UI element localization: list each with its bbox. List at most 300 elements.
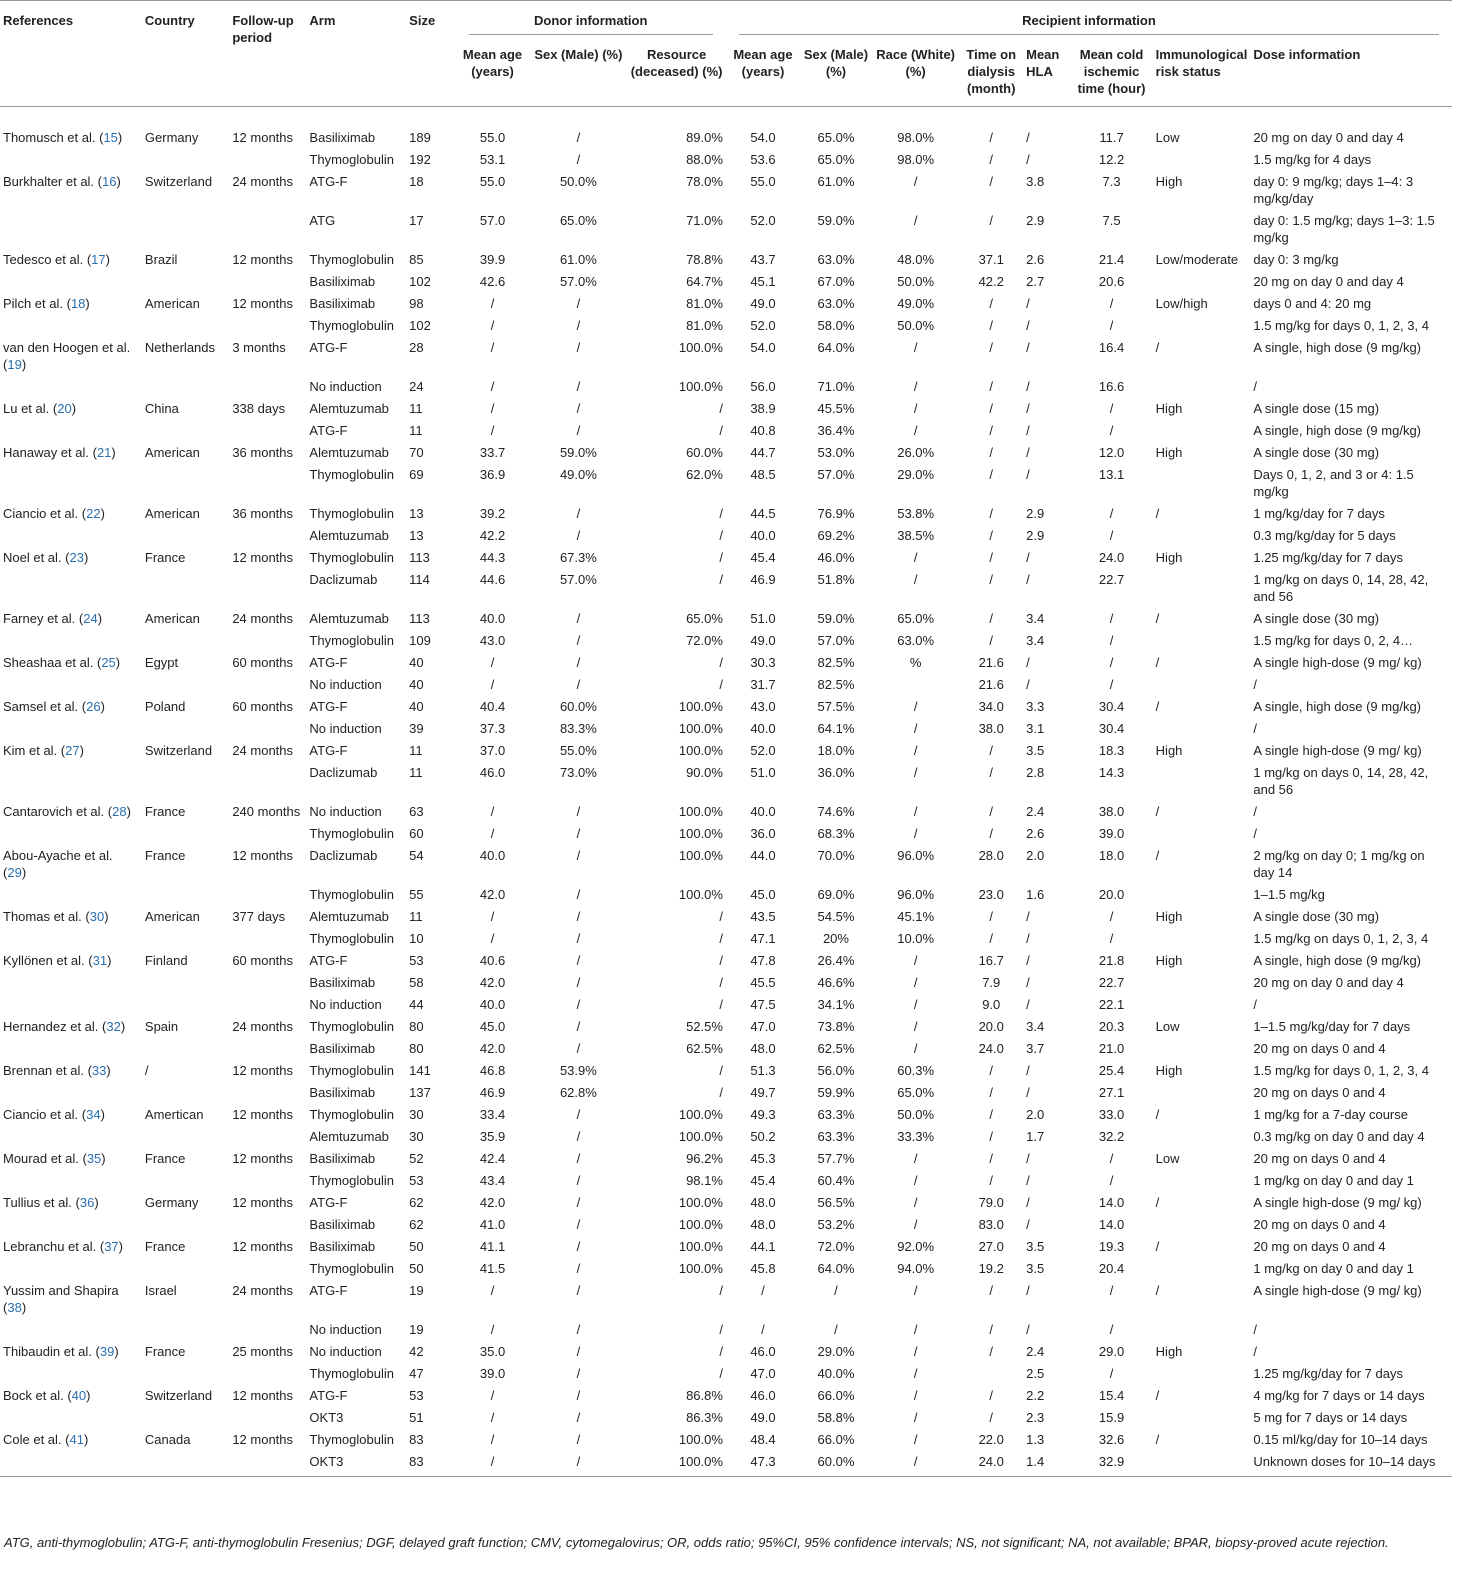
cell-donor-age: / xyxy=(490,423,495,438)
cell-donor-age: 37.3 xyxy=(479,721,506,736)
reference-link[interactable]: 37 xyxy=(104,1239,119,1254)
reference-link[interactable]: 33 xyxy=(91,1063,107,1078)
cell-recipient-age: 45.4 xyxy=(750,550,776,565)
cell-recipient-age: 38.9 xyxy=(750,401,776,416)
cell-follow-up: 12 months xyxy=(232,1388,294,1403)
reference-link[interactable]: 36 xyxy=(79,1195,95,1210)
cell-donor-resource: / xyxy=(719,506,723,521)
cell-donor-age: 40.6 xyxy=(479,953,506,968)
cell-reference xyxy=(0,315,142,337)
cell-arm: Daclizumab xyxy=(309,572,378,587)
cell-country xyxy=(142,271,229,293)
cell-risk xyxy=(1153,762,1251,801)
reference-link[interactable]: 27 xyxy=(65,743,80,758)
cell-reference: Lebranchu et al. (37) xyxy=(3,1239,123,1254)
cell-recipient-race: / xyxy=(913,423,918,438)
cell-dose: 5 mg for 7 days or 14 days xyxy=(1253,1410,1408,1425)
cell-cold-time: / xyxy=(1109,1151,1114,1166)
table-row xyxy=(0,950,1452,972)
cell-follow-up xyxy=(229,1258,306,1280)
cell-risk xyxy=(1153,1451,1251,1477)
cell-recipient-age: 48.0 xyxy=(750,1041,776,1056)
cell-follow-up xyxy=(229,630,306,652)
cell-recipient-sex: 57.7% xyxy=(817,1151,855,1166)
cell-donor-resource: 62.0% xyxy=(686,467,723,482)
cell-donor-age: 42.0 xyxy=(479,1041,506,1056)
reference-link[interactable]: 29 xyxy=(7,865,22,880)
cell-dialysis: / xyxy=(989,401,994,416)
cell-reference: Noel et al. (23) xyxy=(3,550,89,565)
cell-dose: 20 mg on days 0 and 4 xyxy=(1253,1041,1386,1056)
cell-dialysis: / xyxy=(989,1344,994,1359)
cell-dialysis: 7.9 xyxy=(982,975,1001,990)
cell-hla: 2.8 xyxy=(1026,765,1045,780)
cell-country: Amertican xyxy=(144,1107,204,1122)
cell-recipient-age: 52.0 xyxy=(750,743,776,758)
reference-link[interactable]: 39 xyxy=(99,1344,115,1359)
cell-donor-resource: / xyxy=(719,1085,723,1100)
cell-arm: Basiliximab xyxy=(309,130,376,145)
cell-arm: ATG-F xyxy=(309,174,348,189)
cell-risk: / xyxy=(1155,1283,1160,1298)
cell-recipient-age: 47.1 xyxy=(750,931,776,946)
cell-donor-sex: / xyxy=(576,1322,581,1337)
reference-link[interactable]: 38 xyxy=(7,1300,22,1315)
table-row xyxy=(0,1192,1452,1214)
cell-follow-up: 12 months xyxy=(232,1151,294,1166)
cell-risk xyxy=(1153,210,1251,249)
cell-dialysis: 34.0 xyxy=(978,699,1004,714)
cell-size: 40 xyxy=(409,699,424,714)
cell-size: 141 xyxy=(409,1063,431,1078)
cell-risk xyxy=(1153,1126,1251,1148)
cell-size: 52 xyxy=(409,1151,424,1166)
cell-size: 60 xyxy=(409,826,424,841)
cell-country xyxy=(142,928,229,950)
header-size: Size xyxy=(409,13,436,28)
cell-arm: ATG xyxy=(309,213,336,228)
cell-donor-resource: 100.0% xyxy=(678,340,723,355)
cell-follow-up: 12 months xyxy=(232,1432,294,1447)
reference-link[interactable]: 40 xyxy=(71,1388,87,1403)
cell-recipient-age: 47.0 xyxy=(750,1019,776,1034)
cell-country xyxy=(142,630,229,652)
reference-link[interactable]: 24 xyxy=(83,611,98,626)
reference-author: Tedesco et al. xyxy=(3,252,84,267)
cell-donor-sex: / xyxy=(576,804,581,819)
cell-donor-resource: / xyxy=(719,909,723,924)
cell-donor-age: 55.0 xyxy=(479,130,506,145)
cell-cold-time: 22.1 xyxy=(1098,997,1125,1012)
donor-group-label: Donor information xyxy=(534,13,648,28)
cell-reference: Bock et al. (40) xyxy=(3,1388,91,1403)
cell-dialysis xyxy=(959,1363,1023,1385)
cell-arm: ATG-F xyxy=(309,655,348,670)
cell-donor-sex: / xyxy=(576,887,581,902)
cell-dose: / xyxy=(1253,721,1257,736)
cell-cold-time: 11.7 xyxy=(1099,130,1124,145)
cell-follow-up xyxy=(229,569,306,608)
table-row xyxy=(0,1060,1452,1082)
cell-donor-age: 40.0 xyxy=(479,611,506,626)
reference-link[interactable]: 26 xyxy=(86,699,101,714)
cell-size: 102 xyxy=(409,274,431,289)
reference-author: Thibaudin et al. xyxy=(3,1344,92,1359)
cell-recipient-age: 51.3 xyxy=(750,1063,776,1078)
cell-recipient-sex: 59.0% xyxy=(817,213,855,228)
cell-follow-up: 60 months xyxy=(232,953,294,968)
cell-country: France xyxy=(144,804,186,819)
cell-hla: / xyxy=(1026,1322,1030,1337)
cell-recipient-age: 47.5 xyxy=(750,997,776,1012)
cell-reference xyxy=(0,525,142,547)
cell-donor-resource: / xyxy=(719,655,723,670)
cell-donor-age: 55.0 xyxy=(479,174,506,189)
cell-risk xyxy=(1153,884,1251,906)
cell-dose: A single, high dose (9 mg/kg) xyxy=(1253,953,1422,968)
reference-author: Bock et al. xyxy=(3,1388,64,1403)
cell-reference: Thomas et al. (30) xyxy=(3,909,109,924)
cell-country: Poland xyxy=(144,699,186,714)
cell-recipient-race: 50.0% xyxy=(897,1107,935,1122)
reference-link[interactable]: 25 xyxy=(101,655,116,670)
reference-link[interactable]: 16 xyxy=(102,174,117,189)
cell-donor-resource: 100.0% xyxy=(678,1239,723,1254)
cell-risk: / xyxy=(1155,848,1160,863)
header-country: Country xyxy=(144,13,195,28)
cell-size: 19 xyxy=(409,1283,424,1298)
cell-arm: Basiliximab xyxy=(309,1217,376,1232)
cell-recipient-sex: 66.0% xyxy=(817,1388,855,1403)
cell-recipient-age: 47.0 xyxy=(750,1366,776,1381)
cell-size: 83 xyxy=(409,1432,424,1447)
cell-reference: Brennan et al. (33) xyxy=(3,1063,111,1078)
cell-donor-sex: / xyxy=(576,909,581,924)
cell-hla: / xyxy=(1026,379,1030,394)
reference-link[interactable]: 31 xyxy=(92,953,108,968)
cell-donor-resource: / xyxy=(719,401,723,416)
cell-follow-up: 12 months xyxy=(232,1063,294,1078)
cell-recipient-race: 49.0% xyxy=(897,296,935,311)
cell-recipient-sex: 58.8% xyxy=(817,1410,855,1425)
table-row xyxy=(0,1385,1452,1407)
cell-recipient-race: / xyxy=(913,804,918,819)
reference-link[interactable]: 19 xyxy=(7,357,22,372)
cell-country: Switzerland xyxy=(144,174,213,189)
cell-arm: Thymoglobulin xyxy=(309,887,394,902)
cell-arm: ATG-F xyxy=(309,1283,348,1298)
cell-reference xyxy=(0,420,142,442)
cell-recipient-race: 65.0% xyxy=(897,1085,935,1100)
cell-size: 10 xyxy=(409,931,424,946)
cell-dose: 20 mg on days 0 and 4 xyxy=(1253,1085,1386,1100)
cell-donor-sex: / xyxy=(576,340,581,355)
cell-reference: Hanaway et al. (21) xyxy=(3,445,116,460)
cell-size: 80 xyxy=(409,1041,424,1056)
cell-size: 42 xyxy=(409,1344,424,1359)
reference-link[interactable]: 18 xyxy=(70,296,86,311)
cell-dose: 20 mg on days 0 and 4 xyxy=(1253,1151,1386,1166)
cell-risk xyxy=(1153,823,1251,845)
cell-reference: Yussim and Shapira (38) xyxy=(3,1283,119,1315)
cell-hla: / xyxy=(1026,1063,1030,1078)
reference-link[interactable]: 35 xyxy=(86,1151,102,1166)
cell-donor-sex: / xyxy=(576,318,581,333)
cell-size: 50 xyxy=(409,1239,424,1254)
cell-dialysis: / xyxy=(989,1283,994,1298)
cell-recipient-sex: 20% xyxy=(822,931,849,946)
cell-hla: 1.6 xyxy=(1026,887,1045,902)
cell-risk xyxy=(1153,420,1251,442)
cell-recipient-race: / xyxy=(913,1041,918,1056)
cell-reference xyxy=(0,928,142,950)
reference-link[interactable]: 15 xyxy=(103,130,118,145)
cell-recipient-race: 33.3% xyxy=(897,1129,935,1144)
cell-risk: / xyxy=(1155,611,1160,626)
cell-donor-sex: / xyxy=(576,677,581,692)
cell-donor-resource: 90.0% xyxy=(686,765,723,780)
cell-recipient-age: 52.0 xyxy=(750,318,776,333)
cell-reference xyxy=(0,1258,142,1280)
cell-follow-up: 12 months xyxy=(232,130,294,145)
cell-recipient-race xyxy=(872,674,959,696)
cell-size: 54 xyxy=(409,848,424,863)
reference-link[interactable]: 32 xyxy=(106,1019,121,1034)
reference-author: Kyllönen et al. xyxy=(3,953,85,968)
cell-reference xyxy=(0,1214,142,1236)
cell-dose: 1–1.5 mg/kg/day for 7 days xyxy=(1253,1019,1411,1034)
reference-link[interactable]: 23 xyxy=(69,550,84,565)
reference-link[interactable]: 34 xyxy=(86,1107,101,1122)
reference-link[interactable]: 20 xyxy=(57,401,72,416)
reference-link[interactable]: 28 xyxy=(112,804,127,819)
cell-risk: Low/high xyxy=(1155,296,1208,311)
cell-dialysis: 21.6 xyxy=(978,655,1004,670)
cell-recipient-age: 45.4 xyxy=(750,1173,776,1188)
cell-follow-up: 25 months xyxy=(232,1344,294,1359)
cell-reference: Cole et al. (41) xyxy=(3,1432,89,1447)
cell-follow-up xyxy=(229,315,306,337)
cell-dose: / xyxy=(1253,804,1257,819)
cell-recipient-race: % xyxy=(909,655,922,670)
cell-recipient-sex: 53.0% xyxy=(817,445,855,460)
cell-recipient-race: / xyxy=(913,721,918,736)
cell-donor-sex: / xyxy=(576,1432,581,1447)
cell-hla: 3.7 xyxy=(1026,1041,1045,1056)
cell-donor-resource: 100.0% xyxy=(678,848,723,863)
cell-hla: / xyxy=(1026,677,1030,692)
cell-follow-up xyxy=(229,994,306,1016)
cell-size: 109 xyxy=(409,633,431,648)
cell-reference: Ciancio et al. (22) xyxy=(3,506,105,521)
cell-cold-time: 18.3 xyxy=(1098,743,1125,758)
cell-recipient-sex: 65.0% xyxy=(817,152,855,167)
cell-hla: / xyxy=(1026,997,1030,1012)
cell-cold-time: 22.7 xyxy=(1098,975,1125,990)
cell-dialysis: / xyxy=(989,1388,994,1403)
cell-recipient-age: 52.0 xyxy=(750,213,776,228)
cell-dose: A single high-dose (9 mg/ kg) xyxy=(1253,655,1422,670)
cell-dialysis: / xyxy=(989,467,994,482)
cell-donor-age: 46.0 xyxy=(479,765,506,780)
cell-risk xyxy=(1153,525,1251,547)
cell-recipient-age: 56.0 xyxy=(750,379,776,394)
cell-reference xyxy=(0,994,142,1016)
reference-author: Cole et al. xyxy=(3,1432,62,1447)
cell-size: 13 xyxy=(409,528,424,543)
cell-donor-age: 40.0 xyxy=(479,997,506,1012)
cell-size: 70 xyxy=(409,445,424,460)
cell-cold-time: / xyxy=(1109,423,1114,438)
cell-donor-age: 42.2 xyxy=(479,528,506,543)
cell-donor-sex: 67.3% xyxy=(559,550,597,565)
cell-follow-up: 12 months xyxy=(232,550,294,565)
cell-recipient-age: 46.0 xyxy=(750,1388,776,1403)
cell-arm: Basiliximab xyxy=(309,296,376,311)
cell-dialysis: / xyxy=(989,528,994,543)
cell-donor-sex: / xyxy=(576,1261,581,1276)
cell-arm: Thymoglobulin xyxy=(309,1173,394,1188)
reference-link[interactable]: 17 xyxy=(91,252,106,267)
cell-arm: Alemtuzumab xyxy=(309,401,389,416)
cell-follow-up: 24 months xyxy=(232,611,294,626)
cell-size: 53 xyxy=(409,1388,424,1403)
cell-recipient-sex: 69.0% xyxy=(817,887,855,902)
cell-size: 30 xyxy=(409,1107,424,1122)
cell-arm: ATG-F xyxy=(309,699,348,714)
cell-arm: Thymoglobulin xyxy=(309,1366,394,1381)
cell-hla: 2.6 xyxy=(1026,252,1045,267)
cell-cold-time: / xyxy=(1109,931,1114,946)
cell-dose: 0.3 mg/kg on day 0 and day 4 xyxy=(1253,1129,1425,1144)
cell-donor-age: 42.0 xyxy=(479,887,506,902)
cell-donor-age: 43.0 xyxy=(479,633,506,648)
cell-recipient-age: 48.0 xyxy=(750,1195,776,1210)
recipient-group-rule xyxy=(739,34,1439,35)
cell-cold-time: 18.0 xyxy=(1098,848,1125,863)
table-row xyxy=(0,569,1452,608)
cell-dose: Days 0, 1, 2, and 3 or 4: 1.5 mg/kg xyxy=(1253,467,1414,499)
cell-size: 85 xyxy=(409,252,424,267)
cell-follow-up: 338 days xyxy=(232,401,286,416)
reference-link[interactable]: 30 xyxy=(89,909,105,924)
cell-cold-time: / xyxy=(1109,296,1114,311)
cell-dose: A single dose (15 mg) xyxy=(1253,401,1380,416)
cell-hla: / xyxy=(1026,467,1030,482)
table-row xyxy=(0,1451,1452,1477)
cell-donor-age: 42.4 xyxy=(479,1151,506,1166)
cell-donor-resource: / xyxy=(719,677,723,692)
cell-cold-time: 20.0 xyxy=(1098,887,1125,902)
cell-recipient-sex: 57.0% xyxy=(817,467,855,482)
cell-recipient-sex: 57.0% xyxy=(817,633,855,648)
table-body xyxy=(0,107,1452,1477)
table-row xyxy=(0,271,1452,293)
cell-dialysis: / xyxy=(989,340,994,355)
cell-dialysis: / xyxy=(989,931,994,946)
cell-recipient-race: / xyxy=(913,174,918,189)
cell-donor-resource: 65.0% xyxy=(686,611,723,626)
cell-dialysis: 21.6 xyxy=(978,677,1004,692)
header-recipient-mean-age: Mean age (years) xyxy=(733,47,793,79)
cell-country xyxy=(142,210,229,249)
cell-recipient-sex: 60.4% xyxy=(817,1173,855,1188)
cell-donor-resource: 62.5% xyxy=(686,1041,723,1056)
header-mean-hla: Mean HLA xyxy=(1026,47,1060,79)
cell-reference xyxy=(0,762,142,801)
cell-size: 50 xyxy=(409,1261,424,1276)
table-row xyxy=(0,1236,1452,1258)
cell-risk: / xyxy=(1155,1388,1160,1403)
reference-author: Tullius et al. xyxy=(3,1195,72,1210)
table-row xyxy=(0,315,1452,337)
reference-author: Sheashaa et al. xyxy=(3,655,94,670)
cell-hla: 3.4 xyxy=(1026,1019,1045,1034)
cell-size: 18 xyxy=(409,174,424,189)
reference-author: Hanaway et al. xyxy=(3,445,89,460)
cell-recipient-age: 54.0 xyxy=(750,130,776,145)
cell-dialysis: / xyxy=(989,379,994,394)
table-row xyxy=(0,696,1452,718)
cell-recipient-sex: 63.0% xyxy=(817,252,855,267)
cell-arm: Basiliximab xyxy=(309,1151,376,1166)
cell-dialysis: / xyxy=(989,765,994,780)
cell-recipient-sex: 40.0% xyxy=(817,1366,855,1381)
cell-follow-up xyxy=(229,1451,306,1477)
reference-link[interactable]: 41 xyxy=(69,1432,84,1447)
cell-reference xyxy=(0,1407,142,1429)
cell-recipient-age: 54.0 xyxy=(750,340,776,355)
cell-donor-resource: 100.0% xyxy=(678,1195,723,1210)
cell-risk: High xyxy=(1155,909,1183,924)
cell-recipient-race: / xyxy=(913,975,918,990)
cell-hla: / xyxy=(1026,909,1030,924)
cell-donor-age: 33.4 xyxy=(479,1107,506,1122)
cell-country xyxy=(142,569,229,608)
cell-dialysis: 38.0 xyxy=(978,721,1004,736)
reference-author: Lebranchu et al. xyxy=(3,1239,97,1254)
cell-dose: / xyxy=(1253,997,1257,1012)
cell-arm: No induction xyxy=(309,1344,382,1359)
cell-hla: 2.3 xyxy=(1026,1410,1045,1425)
reference-link[interactable]: 22 xyxy=(86,506,101,521)
cell-follow-up: 36 months xyxy=(232,445,294,460)
cell-donor-resource: 100.0% xyxy=(678,379,723,394)
cell-donor-sex: 57.0% xyxy=(559,274,597,289)
cell-hla: 3.4 xyxy=(1026,633,1045,648)
cell-dialysis: 42.2 xyxy=(978,274,1004,289)
cell-country xyxy=(142,823,229,845)
cell-hla: 3.1 xyxy=(1026,721,1045,736)
cell-arm: Thymoglobulin xyxy=(309,1019,394,1034)
cell-recipient-sex: 82.5% xyxy=(817,655,855,670)
cell-size: 13 xyxy=(409,506,424,521)
cell-donor-sex: / xyxy=(576,953,581,968)
cell-hla: 3.5 xyxy=(1026,743,1045,758)
cell-dose: 0.3 mg/kg/day for 5 days xyxy=(1253,528,1396,543)
cell-reference: Thibaudin et al. (39) xyxy=(3,1344,119,1359)
cell-follow-up: 24 months xyxy=(232,174,294,189)
cell-risk xyxy=(1153,1170,1251,1192)
cell-dose: / xyxy=(1253,1344,1257,1359)
table-row xyxy=(0,1104,1452,1126)
cell-hla: 2.4 xyxy=(1026,804,1045,819)
cell-donor-sex: / xyxy=(576,1041,581,1056)
cell-donor-sex: 73.0% xyxy=(559,765,597,780)
cell-cold-time: 39.0 xyxy=(1098,826,1125,841)
reference-link[interactable]: 21 xyxy=(96,445,112,460)
cell-recipient-race: / xyxy=(913,1019,918,1034)
